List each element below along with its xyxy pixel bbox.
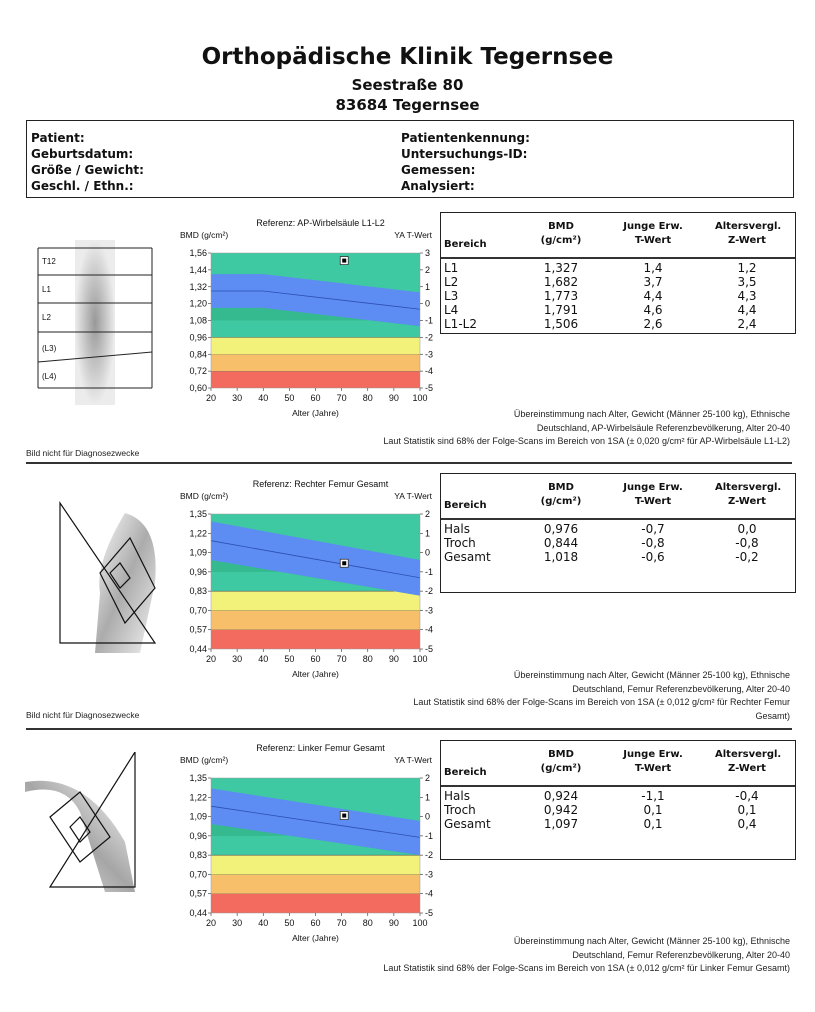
y-tick-label: 1,56 [189,248,207,258]
table-row [441,803,795,817]
region-cell: Gesamt [444,550,491,564]
results-table-left-femur [440,740,796,860]
vertebra-label: L2 [42,313,51,322]
y-tick-label: 1,20 [189,298,207,309]
table-row [441,261,795,275]
vertebra-label: (L4) [42,372,57,381]
chart-title: Referenz: Rechter Femur Gesamt [252,479,389,489]
table-row [441,789,795,803]
x-tick-label: 20 [205,654,217,664]
x-tick-label: 70 [336,654,347,664]
z-score-cell: 2,4 [737,317,757,331]
y2-tick-label: 0 [425,811,431,822]
x-tick-label: 50 [284,918,295,928]
column-header: Bereich [444,500,487,511]
column-header: Junge Erw. [623,482,683,493]
t-score-cell: 4,4 [643,289,663,303]
region-cell: Gesamt [444,817,491,831]
region-cell: Hals [444,789,470,803]
z-score-cell: -0,4 [735,789,759,803]
bmd-cell: 1,097 [543,817,579,831]
z-score-cell: 4,4 [737,303,757,317]
reference-notes [360,935,790,976]
x-tick-label: 30 [232,918,243,928]
y2-tick-label: -2 [425,850,434,861]
vertebra-label: T12 [42,257,56,266]
x-axis-label: Alter (Jahre) [292,669,339,679]
y-tick-label: 0,96 [189,332,207,343]
note-line: Übereinstimmung nach Alter, Gewicht (Männer 25-100 kg), Ethnische [513,936,790,946]
note-line: Laut Statistik sind 68% der Folge-Scans im Bereich von 1SA (± 0,012 g/cm² für Linker Femur Gesamt) [383,963,790,973]
y2-tick-label: 2 [425,264,431,275]
y2-tick-label: -1 [425,566,434,577]
left-femur-scan-image [25,752,155,912]
y2-tick-label: 2 [425,773,431,783]
region-cell: Hals [444,522,470,536]
y2-axis-label: YA T-Wert [394,491,432,501]
section-divider [26,728,792,730]
spine-scan-image [30,240,160,410]
y2-axis-label: YA T-Wert [394,230,432,240]
y-axis-label: BMD (g/cm²) [180,491,229,501]
z-score-cell: 3,5 [737,275,757,289]
column-header: T-Wert [634,763,672,774]
band-osteoporosis [211,354,420,371]
column-header: T-Wert [634,235,672,246]
table-row [441,317,795,331]
y-tick-label: 1,35 [189,773,207,783]
patient-point-marker [342,259,346,263]
band-osteopenia [211,591,420,610]
y2-tick-label: -3 [425,349,434,360]
column-header: Bereich [444,767,487,778]
note-line: Laut Statistik sind 68% der Folge-Scans im Bereich von 1SA (± 0,020 g/cm² für AP-Wirbelsäule L1-L2) [383,436,790,446]
column-header: (g/cm²) [540,496,582,507]
y-tick-label: 1,32 [189,281,207,292]
region-cell: L3 [444,289,459,303]
reference-notes [360,408,790,449]
bmd-cell: 0,844 [543,536,579,550]
vertebra-label: (L3) [42,344,57,353]
x-tick-label: 50 [284,393,295,403]
column-header: T-Wert [634,496,672,507]
vertebra-label: L1 [42,285,51,294]
column-header: (g/cm²) [540,763,582,774]
z-score-cell: 0,1 [737,803,757,817]
patient-point-marker [342,561,346,565]
table-row [441,522,795,536]
bmd-cell: 0,924 [543,789,579,803]
column-header: Altersvergl. [715,221,782,232]
table-row [441,536,795,550]
region-cell: Troch [444,536,476,550]
t-score-cell: -1,1 [641,789,665,803]
right-femur-scan-image [55,493,165,653]
x-tick-label: 70 [336,393,347,403]
y2-tick-label: 0 [425,298,431,309]
y2-tick-label: 1 [425,281,431,292]
t-score-cell: -0,7 [641,522,665,536]
x-axis-label: Alter (Jahre) [292,408,339,418]
section-spine [0,212,815,462]
y2-tick-label: -4 [425,624,434,635]
note-line: Deutschland, AP-Wirbelsäule Referenzbevölkerung, Alter 20-40 [536,422,790,433]
y2-tick-label: 2 [425,509,431,519]
x-tick-label: 60 [310,393,321,403]
y-tick-label: 0,70 [189,869,207,880]
y2-tick-label: -5 [425,908,434,918]
region-cell: L2 [444,275,459,289]
chart-title: Referenz: Linker Femur Gesamt [256,743,385,753]
x-tick-label: 90 [388,654,399,664]
column-header: Junge Erw. [623,221,683,232]
x-tick-label: 40 [258,918,269,928]
note-line: Deutschland, Femur Referenzbevölkerung, Alter 20-40 [572,683,790,694]
results-table-right-femur [440,473,796,593]
bmd-cell: 1,682 [543,275,579,289]
y2-tick-label: -5 [425,644,434,654]
table-row [441,289,795,303]
sex-ethnicity-label: Geschl. / Ethn.: [31,179,134,193]
x-tick-label: 80 [362,393,373,403]
column-header: Junge Erw. [623,749,683,760]
t-score-cell: 4,6 [643,303,663,317]
x-tick-label: 30 [232,654,243,664]
z-score-cell: -0,8 [735,536,759,550]
z-score-cell: 4,3 [737,289,757,303]
table-row [441,303,795,317]
column-header: Altersvergl. [715,482,782,493]
t-score-cell: 0,1 [643,817,663,831]
y-tick-label: 0,44 [189,644,207,654]
y2-tick-label: -4 [425,888,434,899]
y-tick-label: 0,83 [189,850,207,861]
bmd-cell: 1,327 [543,261,579,275]
y-tick-label: 0,96 [189,566,207,577]
x-tick-label: 80 [362,918,373,928]
z-score-cell: 1,2 [737,261,757,275]
reference-notes [360,669,790,723]
z-score-cell: 0,4 [737,817,757,831]
section-right-femur [0,473,815,728]
column-header: Z-Wert [728,496,766,507]
y2-axis-label: YA T-Wert [394,755,432,765]
table-header [441,741,795,787]
x-tick-label: 100 [412,654,428,664]
x-tick-label: 90 [388,393,399,403]
results-table-spine [440,212,796,334]
y2-tick-label: 1 [425,528,431,539]
height-weight-label: Größe / Gewicht: [31,163,144,177]
x-tick-label: 40 [258,393,269,403]
column-header: Z-Wert [728,235,766,246]
measured-label: Gemessen: [401,163,476,177]
table-row [441,275,795,289]
bmd-cell: 1,018 [543,550,579,564]
bmd-cell: 0,976 [543,522,579,536]
table-header [441,474,795,520]
y-tick-label: 1,08 [189,315,207,326]
x-tick-label: 70 [336,918,347,928]
y2-tick-label: -1 [425,315,434,326]
t-score-cell: -0,8 [641,536,665,550]
birthdate-label: Geburtsdatum: [31,147,134,161]
bmd-chart-right-femur [180,473,450,683]
patient-id-label: Patientenkennung: [401,131,530,145]
y-tick-label: 0,84 [189,349,207,360]
band-severe [211,894,420,913]
y-axis-label: BMD (g/cm²) [180,755,229,765]
t-score-cell: 0,1 [643,803,663,817]
bmd-cell: 1,506 [543,317,579,331]
column-header: BMD [548,749,574,760]
bmd-cell: 0,942 [543,803,579,817]
bmd-chart-spine [180,212,450,422]
band-osteopenia [211,337,420,354]
z-score-cell: 0,0 [737,522,757,536]
x-tick-label: 60 [310,654,321,664]
band-osteopenia [211,855,420,874]
column-header: Altersvergl. [715,749,782,760]
note-line: Übereinstimmung nach Alter, Gewicht (Männer 25-100 kg), Ethnische [513,409,790,419]
column-header: (g/cm²) [540,235,582,246]
y2-tick-label: 0 [425,547,431,558]
y2-tick-label: -4 [425,366,434,377]
section-left-femur [0,737,815,997]
y2-tick-label: 3 [425,248,431,258]
region-cell: Troch [444,803,476,817]
diagnostic-disclaimer: Bild nicht für Diagnosezwecke [26,448,140,458]
y-tick-label: 0,60 [189,383,207,393]
y-tick-label: 1,35 [189,509,207,519]
region-cell: L1 [444,261,459,275]
y-tick-label: 0,57 [189,624,207,635]
t-score-cell: 1,4 [643,261,663,275]
chart-title: Referenz: AP-Wirbelsäule L1-L2 [256,218,385,228]
table-row [441,550,795,564]
x-tick-label: 100 [412,393,428,403]
t-score-cell: 2,6 [643,317,663,331]
note-line: Gesamt) [755,710,790,721]
region-cell: L4 [444,303,459,317]
x-tick-label: 40 [258,654,269,664]
y-tick-label: 0,72 [189,366,207,377]
note-line: Laut Statistik sind 68% der Folge-Scans im Bereich von 1SA (± 0,012 g/cm² für Rechter Femur [413,697,790,707]
x-tick-label: 60 [310,918,321,928]
x-tick-label: 100 [412,918,428,928]
clinic-city: 83684 Tegernsee [335,96,480,114]
y-tick-label: 1,44 [189,264,207,275]
x-tick-label: 90 [388,918,399,928]
bmd-cell: 1,773 [543,289,579,303]
band-osteoporosis [211,610,420,629]
y2-tick-label: -1 [425,830,434,841]
y-tick-label: 0,96 [189,830,207,841]
y-tick-label: 0,83 [189,586,207,597]
y-tick-label: 1,22 [189,528,207,539]
y2-tick-label: -2 [425,586,434,597]
x-tick-label: 20 [205,918,217,928]
region-cell: L1-L2 [444,317,477,331]
y-tick-label: 0,57 [189,888,207,899]
x-tick-label: 20 [205,393,217,403]
y-tick-label: 1,09 [189,811,207,822]
column-header: BMD [548,221,574,232]
clinic-street: Seestraße 80 [351,76,464,94]
y-tick-label: 1,09 [189,547,207,558]
clinic-name: Orthopädische Klinik Tegernsee [201,44,614,70]
t-score-cell: -0,6 [641,550,665,564]
note-line: Deutschland, Femur Referenzbevölkerung, Alter 20-40 [572,949,790,960]
exam-id-label: Untersuchungs-ID: [401,147,528,161]
bmd-cell: 1,791 [543,303,579,317]
patient-info-box [26,120,794,198]
y2-tick-label: 1 [425,792,431,803]
x-tick-label: 30 [232,393,243,403]
t-score-cell: 3,7 [643,275,663,289]
band-severe [211,630,420,649]
column-header: BMD [548,482,574,493]
section-divider [26,462,792,464]
diagnostic-disclaimer: Bild nicht für Diagnosezwecke [26,710,140,720]
analyzed-label: Analysiert: [401,179,475,193]
y2-tick-label: -2 [425,332,434,343]
x-tick-label: 50 [284,654,295,664]
column-header: Z-Wert [728,763,766,774]
band-osteoporosis [211,874,420,893]
z-score-cell: -0,2 [735,550,759,564]
y-tick-label: 1,22 [189,792,207,803]
table-row [441,817,795,831]
patient-label: Patient: [31,131,85,145]
y2-tick-label: -3 [425,605,434,616]
column-header: Bereich [444,239,487,250]
x-tick-label: 80 [362,654,373,664]
y2-tick-label: -5 [425,383,434,393]
y-axis-label: BMD (g/cm²) [180,230,229,240]
y-tick-label: 0,44 [189,908,207,918]
patient-point-marker [342,814,346,818]
table-header [441,213,795,259]
bmd-chart-left-femur [180,737,450,947]
note-line: Übereinstimmung nach Alter, Gewicht (Männer 25-100 kg), Ethnische [513,670,790,680]
y2-tick-label: -3 [425,869,434,880]
y-tick-label: 0,70 [189,605,207,616]
x-axis-label: Alter (Jahre) [292,933,339,943]
band-severe [211,371,420,388]
